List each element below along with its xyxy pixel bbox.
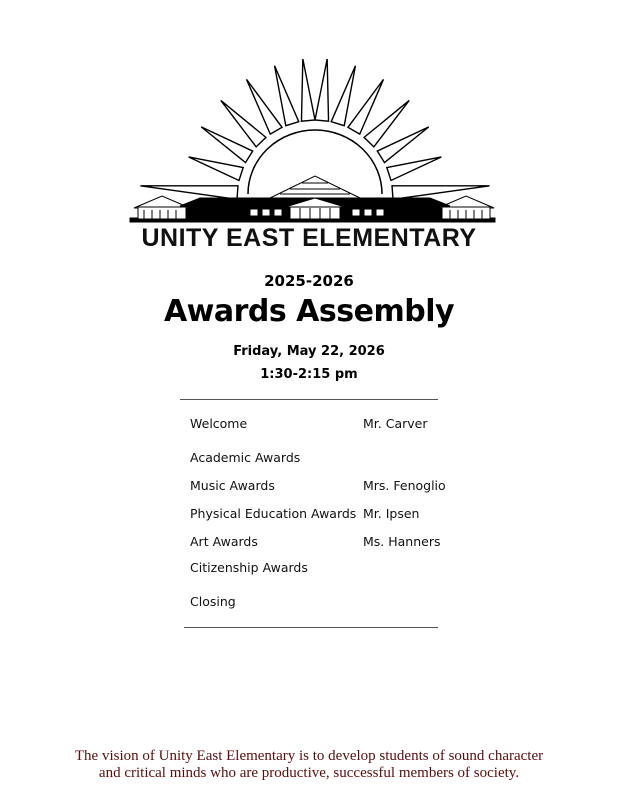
program-item-pe: Physical Education Awards <box>190 506 357 521</box>
program-item-music: Music Awards <box>190 478 275 493</box>
vision-line-1: The vision of Unity East Elementary is to develop students of sound character <box>74 748 544 764</box>
school-year: 2025-2026 <box>264 272 354 290</box>
program-item-citizenship: Citizenship Awards <box>190 560 308 575</box>
program-item-welcome: Welcome <box>190 416 248 431</box>
program-presenter-welcome: Mr. Carver <box>363 416 428 431</box>
event-time: 1:30-2:15 pm <box>260 367 358 382</box>
school-name: UNITY EAST ELEMENTARY <box>141 224 477 252</box>
vision-statement <box>0 748 618 782</box>
vision-line-2: and critical minds who are productive, successful members of society. <box>98 765 520 781</box>
program-item-academic: Academic Awards <box>190 450 301 465</box>
program-presenter-art: Ms. Hanners <box>363 534 441 549</box>
divider-bottom <box>184 627 438 628</box>
program-item-art: Art Awards <box>190 534 258 549</box>
event-date: Friday, May 22, 2026 <box>233 344 385 359</box>
program-presenter-music: Mrs. Fenoglio <box>363 478 446 493</box>
program-presenter-pe: Mr. Ipsen <box>363 506 420 521</box>
program-item-closing: Closing <box>190 594 236 609</box>
page-title: Awards Assembly <box>163 294 455 329</box>
